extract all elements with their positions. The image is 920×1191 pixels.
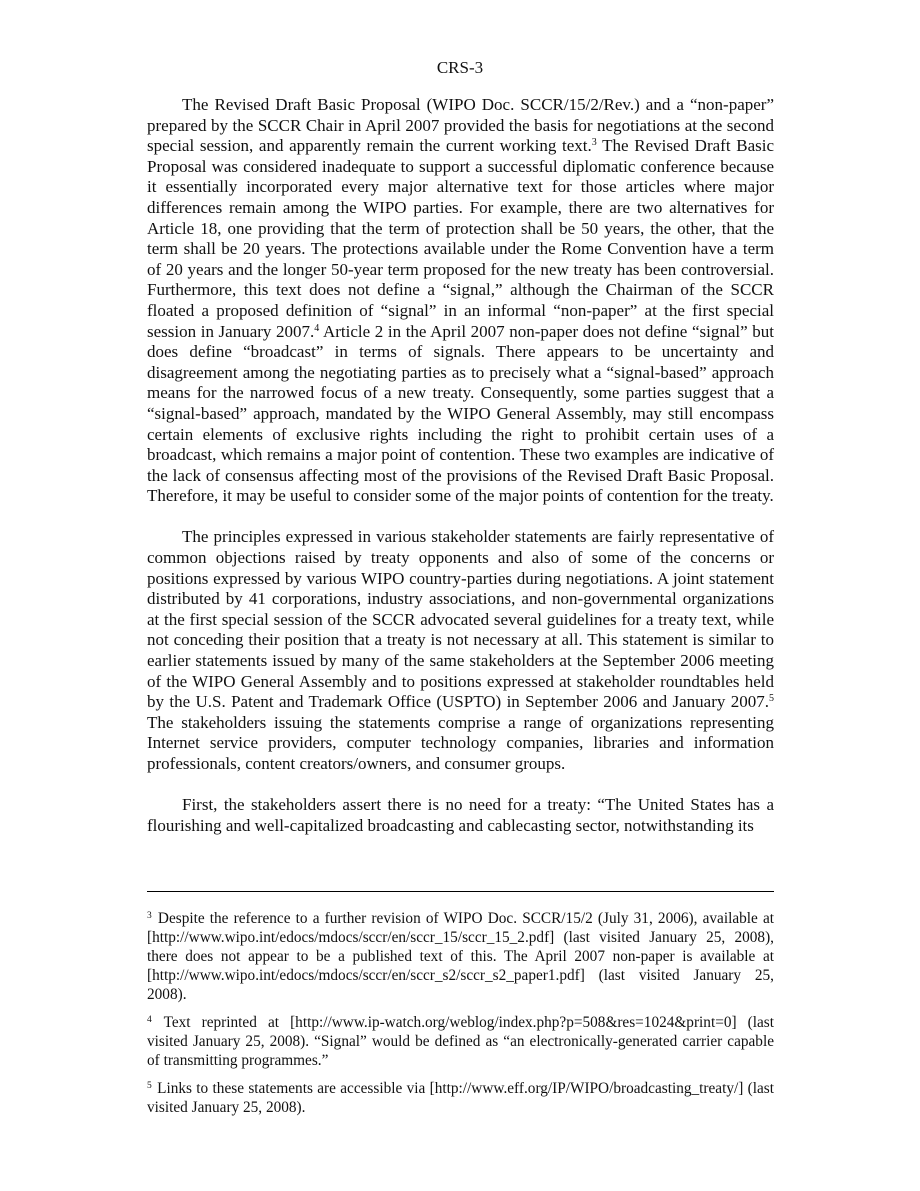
footnote-text: Links to these statements are accessible via [http://www.eff.org/IP/WIPO/broadcasting_treaty/] (last visited January 25, 2008). (147, 1080, 775, 1116)
footnote-3 (147, 909, 774, 1004)
paragraph-text: The Revised Draft Basic Proposal was considered inadequate to support a successful diplomatic conference because it essentially incorporated every major alternative text for those articles where major differences remain among the WIPO parties. For example, there are two alternatives for Article 18, one providing that the term of protection shall be 50 years, the other, that the term shall be 20 years. The protections available under the Rome Convention have a term of 20 years and the longer 50-year term proposed for the new treaty has been controversial. Furthermore, this text does not define a “signal,” although the Chairman of the SCCR floated a proposed definition of “signal” in an informal “non-paper” at the first special session in January 2007. (147, 136, 774, 341)
paragraph-1 (147, 95, 774, 507)
paragraph-text: The principles expressed in various stakeholder statements are fairly representative of common objections raised by treaty opponents and also of some of the concerns or positions expressed by various WIPO country-parties during negotiations. A joint statement distributed by 41 corporations, industry associations, and non-governmental organizations at the first special session of the SCCR advocated several guidelines for a treaty text, while not conceding their position that a treaty is not necessary at all. This statement is similar to earlier statements issued by many of the same stakeholders at the September 2006 meeting of the WIPO General Assembly and to positions expressed at stakeholder roundtables held by the U.S. Patent and Trademark Office (USPTO) in September 2006 and January 2007. (147, 527, 774, 712)
footnote-ref-4: 4 (314, 322, 320, 334)
paragraph-text: The Revised Draft Basic Proposal (WIPO Doc. SCCR/15/2/Rev.) and a “non-paper” prepared by the SCCR Chair in April 2007 provided the basis for negotiations at the second special session, and apparently remain the current working text. (147, 95, 774, 156)
footnote-number: 5 (147, 1081, 152, 1091)
footnote-4 (147, 1013, 774, 1070)
footnote-divider (147, 891, 774, 892)
footnote-number: 3 (147, 911, 152, 921)
footnote-text: Despite the reference to a further revision of WIPO Doc. SCCR/15/2 (July 31, 2006), available at [http://www.wipo.int/edocs/mdocs/sccr/en/sccr_15/sccr_15_2.pdf] (last visited January 25, 2008), there does not appear to be a published text of this. The April 2007 non-paper is available at [http://www.wipo.int/edocs/mdocs/sccr/en/sccr_s2/sccr_s2_paper1.pdf] (last visited January 25, 2008). (147, 910, 774, 1003)
footnote-ref-5: 5 (769, 693, 774, 705)
footnote-number: 4 (147, 1015, 152, 1025)
footnote-text: Text reprinted at [http://www.ip-watch.org/weblog/index.php?p=508&res=1024&print=0] (last visited January 25, 2008). “Signal” would be defined as “an electronically-generated carrier capable of transmitting programmes.” (147, 1014, 774, 1069)
paragraph-3 (147, 795, 774, 836)
footnote-5 (147, 1079, 774, 1117)
page-header: CRS-3 (436, 58, 484, 77)
paragraph-2 (147, 527, 774, 774)
paragraph-text: The stakeholders issuing the statements comprise a range of organizations representing Internet service providers, computer technology companies, libraries and information professionals, content creators/owners, and consumer groups. (147, 712, 774, 773)
footnote-ref-3: 3 (591, 137, 597, 149)
paragraph-text: Article 2 in the April 2007 non-paper does not define “signal” but does define “broadcast” in terms of signals. There appears to be uncertainty and disagreement among the negotiating parties as to precisely what a “signal-based” approach means for the narrowed focus of a new treaty. Consequently, some parties suggest that a “signal-based” approach, mandated by the WIPO General Assembly, may still encompass certain elements of exclusive rights including the right to prohibit certain uses of a broadcast, which remains a major point of contention. These two examples are indicative of the lack of consensus affecting most of the provisions of the Revised Draft Basic Proposal. Therefore, it may be useful to consider some of the major points of contention for the treaty. (147, 321, 774, 506)
body-text (147, 95, 774, 836)
paragraph-text: First, the stakeholders assert there is no need for a treaty: “The United States has a flourishing and well-capitalized broadcasting and cablecasting sector, notwithstanding its (147, 795, 774, 835)
footnotes (147, 909, 774, 1117)
